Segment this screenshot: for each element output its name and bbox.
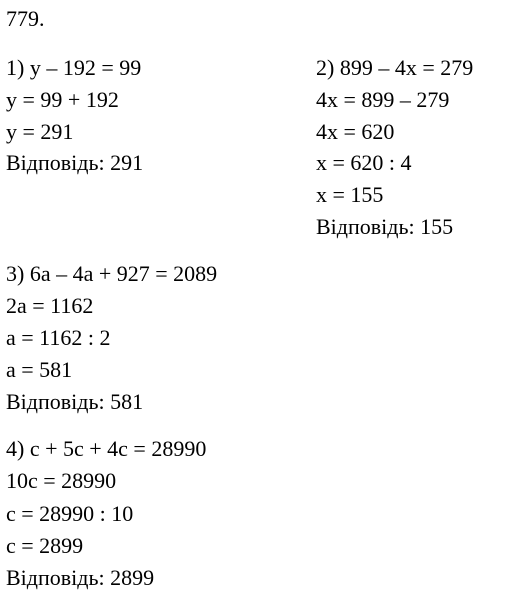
- problem-1-answer: Відповідь: 291: [6, 150, 144, 175]
- problem-1-line: y = 99 + 192: [6, 87, 119, 112]
- problem-4-line: c = 2899: [6, 533, 84, 558]
- problem-3-line: a = 1162 : 2: [6, 325, 111, 350]
- exercise-number: 779.: [6, 6, 45, 31]
- problem-3-line: 3) 6a – 4a + 927 = 2089: [6, 261, 218, 286]
- problem-3-line: a = 581: [6, 357, 73, 382]
- problem-4-line: 10c = 28990: [6, 468, 117, 493]
- problem-3-line: 2a = 1162: [6, 293, 94, 318]
- problem-2-answer: Відповідь: 155: [316, 214, 454, 239]
- problem-3-answer: Відповідь: 581: [6, 389, 144, 414]
- problem-1-line: 1) y – 192 = 99: [6, 55, 142, 80]
- problem-1-line: y = 291: [6, 119, 74, 144]
- problem-4-line: c = 28990 : 10: [6, 501, 134, 526]
- problem-2-line: x = 620 : 4: [316, 150, 412, 175]
- problem-4-answer: Відповідь: 2899: [6, 565, 155, 590]
- problem-2-line: 2) 899 – 4x = 279: [316, 55, 474, 80]
- problem-4-line: 4) c + 5c + 4c = 28990: [6, 436, 207, 461]
- problem-2-line: 4x = 899 – 279: [316, 87, 450, 112]
- problem-2-line: 4x = 620: [316, 119, 395, 144]
- problem-2-line: x = 155: [316, 182, 384, 207]
